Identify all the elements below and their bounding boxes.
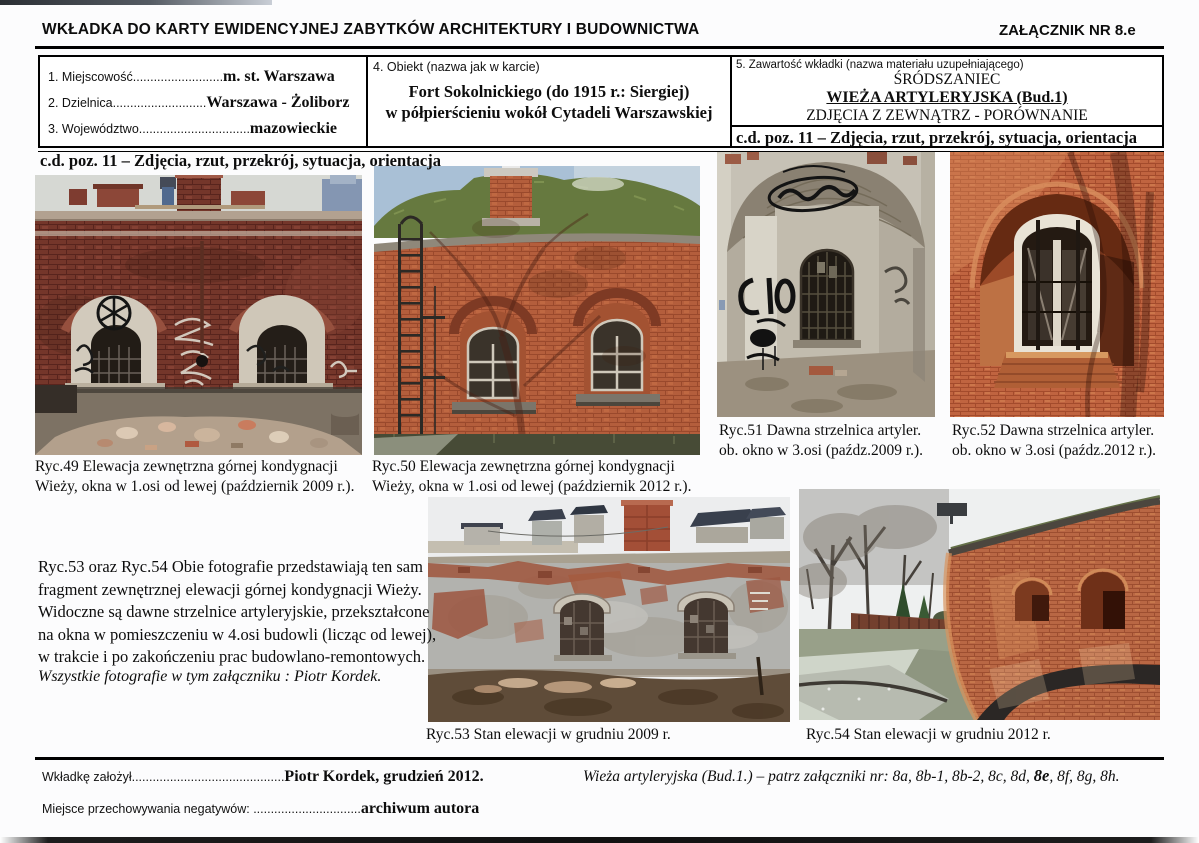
object-label: 4. Obiekt (nazwa jak w karcie) xyxy=(373,60,540,74)
ryc53-image xyxy=(428,497,790,722)
caption-ryc53: Ryc.53 Stan elewacji w grudniu 2009 r. xyxy=(426,726,671,743)
section-heading: c.d. poz. 11 – Zdjęcia, rzut, przekrój, sytuacja, orientacja xyxy=(40,151,441,170)
district-value: Warszawa - Żoliborz xyxy=(206,94,350,111)
ryc51-image xyxy=(717,152,935,417)
photo-ryc54 xyxy=(799,489,1160,720)
voivodeship-value: mazowieckie xyxy=(249,120,337,137)
photo-ryc51 xyxy=(717,152,935,417)
town-value: m. st. Warszawa xyxy=(223,68,335,85)
caption-ryc49: Ryc.49 Elewacja zewnętrzna górnej kondygnacji Wieży, okna w 1.osi od lewej (październik 2009 r.). xyxy=(35,458,355,495)
town-label: 1. Miejscowość.......................... xyxy=(48,70,224,84)
founder-label: Wkładkę założył............................................ xyxy=(42,770,285,784)
location-cell xyxy=(40,57,366,146)
contents-line2: WIEŻA ARTYLERYJSKA (Bud.1) xyxy=(826,89,1068,106)
photo-ryc52 xyxy=(950,152,1164,417)
ryc54-image xyxy=(799,489,1160,720)
scan-artifact-top xyxy=(0,0,272,5)
object-name-line2: w półpierścieniu wokół Cytadeli Warszawskiej xyxy=(385,103,713,122)
annex-note-suffix: , 8f, 8g, 8h. xyxy=(1049,768,1120,785)
contents-cell xyxy=(730,57,1162,146)
caption-ryc51: Ryc.51 Dawna strzelnica artyler. ob. okno w 3.osi (paźdz.2009 r.). xyxy=(719,422,924,459)
caption-ryc52: Ryc.52 Dawna strzelnica artyler. ob. okno w 3.osi (paźdz.2012 r.). xyxy=(952,422,1157,459)
description-paragraph: Ryc.53 oraz Ryc.54 Obie fotografie przedstawiają ten sam fragment zewnętrznej elewacji górnej kondygnacji Wieży. Widoczne są dawne strzelnice artyleryjskie, przekształcone na okna w pomieszczeniu w 4.osi budowli (licząc od lewej), w trakcie i po zakończeniu prac budowlano-remontowych. xyxy=(38,557,437,666)
footer-annex-note xyxy=(583,766,1120,786)
negatives-label: Miejsce przechowywania negatywów: ............................... xyxy=(42,802,361,816)
ryc52-image xyxy=(950,152,1164,417)
object-name-line1: Fort Sokolnickiego (do 1915 r.: Siergiej) xyxy=(408,82,690,101)
caption-ryc50: Ryc.50 Elewacja zewnętrzna górnej kondygnacji Wieży, okna w 1.osi od lewej (październik 2012 r.). xyxy=(372,458,692,495)
founder-value: Piotr Kordek, grudzień 2012. xyxy=(284,768,484,785)
header-rule xyxy=(35,46,1164,49)
negatives-value: archiwum autora xyxy=(360,800,480,817)
photo-ryc53 xyxy=(428,497,790,722)
scan-artifact-bottom xyxy=(0,837,1199,843)
contents-line4: c.d. poz. 11 – Zdjęcia, rzut, przekrój, sytuacja, orientacja xyxy=(732,125,1162,148)
info-table xyxy=(38,55,1164,148)
annex-number: ZAŁĄCZNIK NR 8.e xyxy=(999,22,1136,39)
page-title: WKŁADKA DO KARTY EWIDENCYJNEJ ZABYTKÓW ARCHITEKTURY I BUDOWNICTWA xyxy=(42,21,700,38)
contents-line3: ZDJĘCIA Z ZEWNĄTRZ - PORÓWNANIE xyxy=(806,107,1088,124)
voivodeship-label: 3. Województwo................................ xyxy=(48,122,250,136)
footer-negatives-line xyxy=(42,800,479,818)
ryc50-image xyxy=(374,166,700,455)
photo-credit: Wszystkie fotografie w tym załączniku : Piotr Kordek. xyxy=(38,668,382,685)
photo-ryc49 xyxy=(35,175,362,455)
footer-rule xyxy=(35,757,1164,760)
ryc49-image xyxy=(35,175,362,455)
district-label: 2. Dzielnica........................... xyxy=(48,96,207,110)
annex-note-bold: 8e xyxy=(1033,766,1050,785)
photo-ryc50 xyxy=(374,166,700,455)
object-cell xyxy=(366,57,730,146)
annex-note-prefix: Wieża artyleryjska (Bud.1.) – patrz załączniki nr: 8a, 8b-1, 8b-2, 8c, 8d, xyxy=(583,768,1034,785)
contents-label: 5. Zawartość wkładki (nazwa materiału uzupełniającego) xyxy=(736,59,1024,71)
contents-line1: ŚRÓDSZANIEC xyxy=(893,71,1001,88)
footer-founder-line xyxy=(42,768,484,786)
caption-ryc54: Ryc.54 Stan elewacji w grudniu 2012 r. xyxy=(806,726,1051,743)
